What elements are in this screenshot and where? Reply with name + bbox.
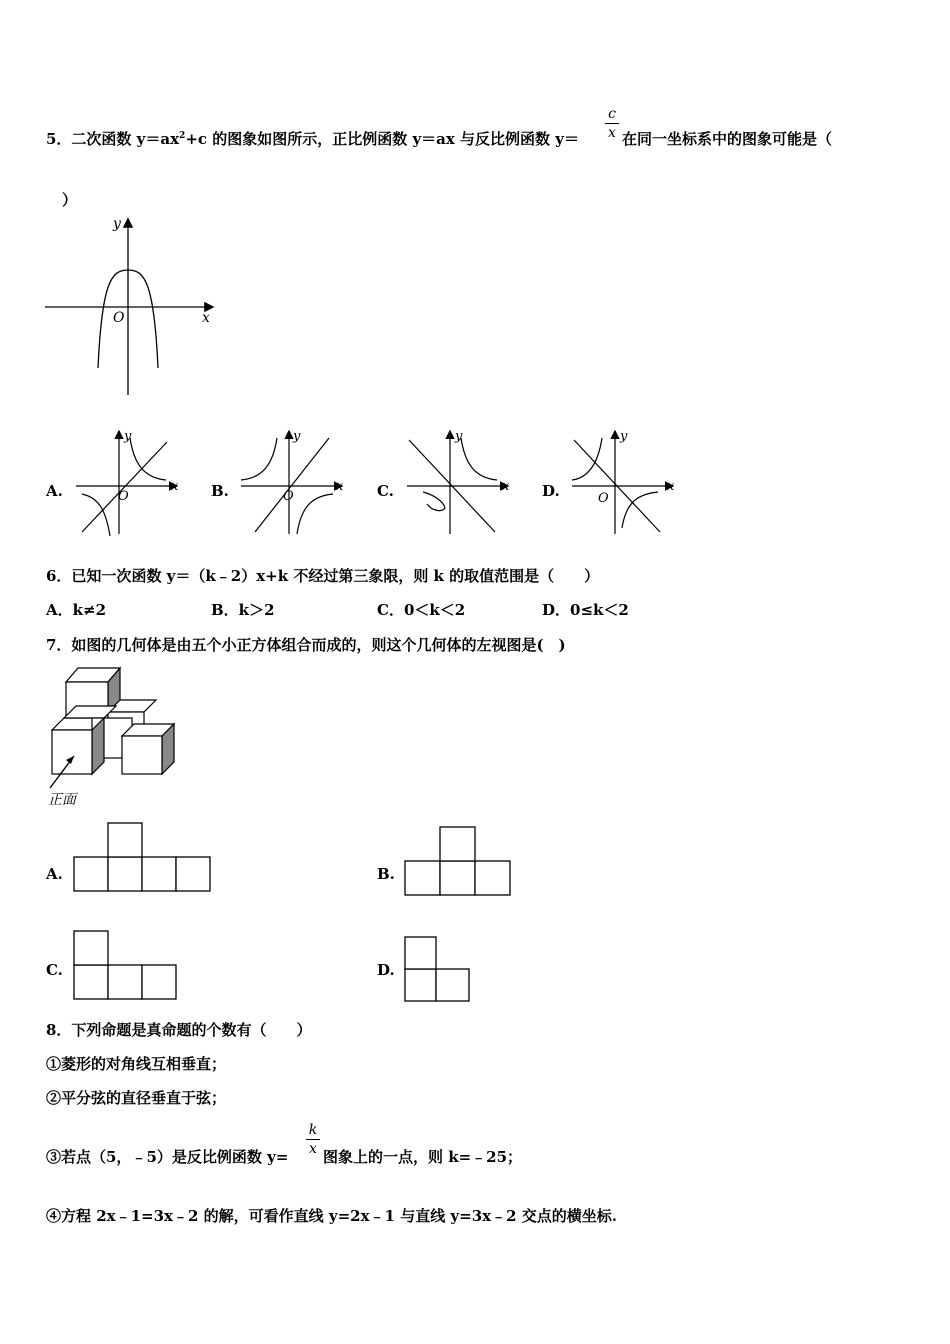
q5-origin-label: O [113,310,125,326]
q6-option-a[interactable]: A．k≠2 [46,601,107,619]
q5-fraction [605,106,619,141]
q5-option-b-label[interactable]: B. [211,482,229,500]
q5-y-label: y [113,216,121,232]
q7-cube-figure [44,662,180,810]
q6-option-d[interactable]: D．0≤k＜2 [542,601,629,619]
svg-text:O: O [598,491,609,506]
q8-stem: 8．下列命题是真命题的个数有（ ） [46,1021,312,1039]
q5-parabola-figure [40,210,220,400]
q8-fraction-bar [306,1139,320,1140]
q5-fraction-bar [605,123,619,124]
q8-item-1: ①菱形的对角线互相垂直； [46,1055,227,1073]
q7-option-c-label[interactable]: C. [46,961,63,979]
svg-text:x: x [667,479,675,494]
q5-option-a-label[interactable]: A. [46,482,63,500]
q7-stem: 7．如图的几何体是由五个小正方体组合而成的，则这个几何体的左视图是( ) [46,636,566,654]
q8-fraction-denominator: x [309,1141,317,1157]
q5-x-label: x [202,310,210,326]
q8-item-3-fraction [306,1122,320,1157]
svg-text:O: O [118,489,129,504]
q5-option-d-label[interactable]: D. [542,482,560,500]
q7-option-a-view[interactable] [72,822,216,894]
q5-stem-suffix: 在同一坐标系中的图象可能是（ [622,130,833,148]
q5-fraction-denominator: x [608,125,616,141]
q5-option-b-graph[interactable] [237,428,347,538]
q5-exponent: 2 [179,131,186,141]
svg-text:O: O [283,489,294,504]
svg-text:x: x [336,479,344,494]
q8-fraction-numerator: k [308,1122,318,1138]
svg-text:x: x [171,479,179,494]
q8-item-2: ②平分弦的直径垂直于弦； [46,1089,227,1107]
q7-option-b-label[interactable]: B. [377,865,395,883]
q5-stem [46,128,579,149]
svg-text:y: y [620,429,628,444]
q7-front-label: 正面 [48,791,76,807]
q7-option-d-view[interactable] [403,936,475,1004]
q5-stem-prefix: 5．二次函数 y＝ax [46,130,180,148]
q6-option-b[interactable]: B．k＞2 [211,601,275,619]
q8-item-3-prefix: ③若点（5，﹣5）是反比例函数 y= [46,1148,289,1166]
q6-stem: 6．已知一次函数 y＝（k﹣2）x+k 不经过第三象限，则 k 的取值范围是（ ） [46,567,600,585]
q5-option-c-graph[interactable] [403,428,513,538]
q8-item-4: ④方程 2x﹣1=3x﹣2 的解，可看作直线 y=2x﹣1 与直线 y=3x﹣2 交点的横坐标. [46,1207,617,1225]
q7-option-c-view[interactable] [72,930,182,1002]
q7-option-b-view[interactable] [403,826,513,898]
q5-option-d-graph[interactable] [568,428,678,538]
q5-stem-middle: +c 的图象如图所示，正比例函数 y＝ax 与反比例函数 y＝ [185,130,579,148]
svg-text:x: x [502,479,510,494]
q5-option-a-graph[interactable] [72,428,182,538]
svg-text:y: y [455,429,463,444]
q5-option-c-label[interactable]: C. [377,482,394,500]
q7-option-d-label[interactable]: D. [377,961,395,979]
q5-stem-close: ） [62,191,78,209]
svg-text:y: y [124,429,132,444]
q5-fraction-numerator: c [608,106,616,122]
q8-item-3-suffix: 图象上的一点，则 k=﹣25； [323,1148,523,1166]
q6-option-c[interactable]: C．0＜k＜2 [377,601,466,619]
q7-option-a-label[interactable]: A. [46,865,63,883]
svg-text:y: y [293,429,301,444]
